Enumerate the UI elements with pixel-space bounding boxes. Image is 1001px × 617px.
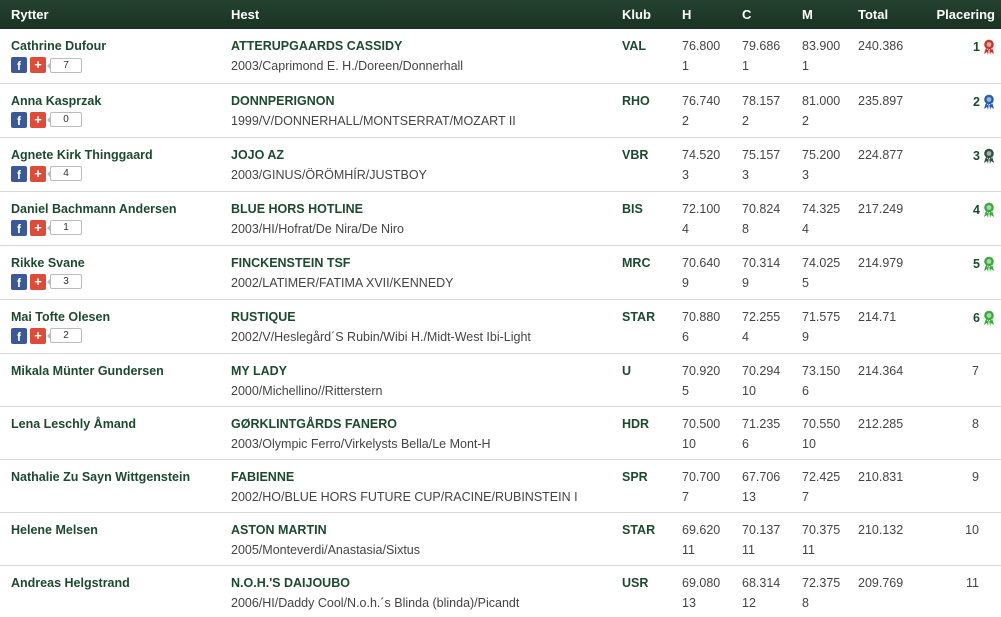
google-plus-icon[interactable]: +	[30, 112, 46, 128]
score-m	[798, 245, 858, 299]
total-score: 224.877	[858, 147, 904, 162]
horse-cell	[220, 83, 622, 137]
rider-name[interactable]: Anna Kasprzak	[11, 93, 102, 108]
score-c-rank: 10	[742, 383, 756, 398]
score-m-rank: 8	[802, 595, 809, 610]
share-count: 7	[50, 58, 82, 73]
placement-number: 1	[973, 40, 980, 54]
horse-name[interactable]: FINCKENSTEIN TSF	[231, 255, 351, 270]
club-code: STAR	[622, 309, 656, 324]
rider-name[interactable]: Cathrine Dufour	[11, 39, 107, 53]
placement-number: 3	[973, 148, 980, 163]
header-rider[interactable]: Rytter	[11, 7, 49, 22]
score-m-value: 74.325	[802, 201, 841, 216]
total-score: 214.979	[858, 255, 904, 270]
rider-name[interactable]: Rikke Svane	[11, 255, 85, 270]
score-m-value: 75.200	[802, 147, 841, 162]
score-m	[798, 299, 858, 353]
score-m	[798, 565, 858, 617]
horse-name[interactable]: DONNPERIGNON	[231, 93, 335, 108]
share-count: 3	[50, 274, 82, 289]
score-m-rank: 5	[802, 275, 809, 290]
placement-number: 5	[973, 256, 980, 271]
horse-cell	[220, 29, 622, 83]
google-plus-icon[interactable]: +	[30, 220, 46, 236]
score-h	[678, 512, 738, 565]
facebook-icon[interactable]: f	[11, 166, 27, 182]
ribbon-green-icon	[980, 310, 995, 326]
horse-cell	[220, 353, 622, 406]
score-c-rank: 1	[742, 59, 749, 73]
club-code: VAL	[622, 39, 647, 53]
placement-cell	[924, 29, 1001, 83]
google-plus-icon[interactable]: +	[30, 274, 46, 290]
score-c	[738, 29, 798, 83]
facebook-icon[interactable]: f	[11, 112, 27, 128]
placement-cell	[924, 245, 1001, 299]
horse-name[interactable]: ASTON MARTIN	[231, 522, 327, 537]
share-count: 0	[50, 112, 82, 127]
placement-number: 8	[972, 416, 979, 431]
score-m	[798, 191, 858, 245]
score-m-value: 73.150	[802, 363, 841, 378]
total-score: 212.285	[858, 416, 904, 431]
horse-pedigree: 2003/Caprimond E. H./Doreen/Donnerhall	[231, 59, 464, 73]
score-h-value: 70.700	[682, 469, 721, 484]
rider-cell	[0, 245, 220, 299]
rider-cell	[0, 459, 220, 512]
score-h	[678, 406, 738, 459]
table-row	[0, 353, 1001, 406]
horse-cell	[220, 512, 622, 565]
placement-cell	[924, 459, 1001, 512]
score-c	[738, 459, 798, 512]
score-m-value: 81.000	[802, 93, 841, 108]
rider-cell	[0, 137, 220, 191]
score-h	[678, 83, 738, 137]
score-m	[798, 406, 858, 459]
horse-pedigree: 2000/Michellino//Ritterstern	[231, 383, 383, 398]
score-m-rank: 11	[802, 542, 815, 557]
placement-number: 7	[972, 363, 979, 378]
rider-name[interactable]: Lena Leschly Åmand	[11, 416, 137, 431]
social-share	[11, 57, 220, 73]
score-c-rank: 8	[742, 221, 749, 236]
score-c	[738, 353, 798, 406]
placement	[973, 94, 995, 110]
placement	[966, 576, 995, 590]
score-c-rank: 9	[742, 275, 749, 290]
placement	[972, 470, 995, 484]
table-row	[0, 512, 1001, 565]
rider-cell	[0, 512, 220, 565]
rider-cell	[0, 299, 220, 353]
table-row	[0, 245, 1001, 299]
horse-cell	[220, 459, 622, 512]
horse-pedigree: 2002/LATIMER/FATIMA XVII/KENNEDY	[231, 275, 454, 290]
score-m	[798, 353, 858, 406]
club-code: SPR	[622, 469, 648, 484]
score-h-rank: 9	[682, 275, 689, 290]
club-code: STAR	[622, 522, 656, 537]
social-share	[11, 166, 220, 182]
table-row	[0, 565, 1001, 617]
score-h-rank: 4	[682, 221, 689, 236]
rider-cell	[0, 191, 220, 245]
horse-pedigree: 2003/HI/Hofrat/De Nira/De Niro	[231, 221, 404, 236]
horse-name[interactable]: N.O.H.'S DAIJOUBO	[231, 575, 350, 590]
score-h	[678, 137, 738, 191]
table-row	[0, 83, 1001, 137]
social-share	[11, 328, 220, 344]
placement	[965, 523, 995, 537]
club-code: HDR	[622, 416, 650, 431]
horse-name[interactable]: GØRKLINTGÅRDS FANERO	[231, 416, 397, 431]
rider-cell	[0, 83, 220, 137]
score-m-value: 72.375	[802, 575, 841, 590]
score-h-value: 74.520	[682, 147, 721, 162]
social-share	[11, 112, 220, 128]
score-c-value: 68.314	[742, 575, 781, 590]
placement-cell	[924, 512, 1001, 565]
placement-number: 9	[972, 469, 979, 484]
placement-cell	[924, 406, 1001, 459]
rider-name[interactable]: Agnete Kirk Thinggaard	[11, 147, 153, 162]
score-m	[798, 29, 858, 83]
score-c-value: 75.157	[742, 147, 781, 162]
score-h-value: 76.800	[682, 39, 721, 53]
score-m	[798, 83, 858, 137]
rider-cell	[0, 29, 220, 83]
score-c-rank: 12	[742, 595, 756, 610]
score-c-rank: 2	[742, 113, 749, 128]
total-score: 240.386	[858, 39, 904, 53]
score-c	[738, 191, 798, 245]
score-m-value: 71.575	[802, 309, 841, 324]
score-c	[738, 512, 798, 565]
placement	[973, 148, 995, 164]
table-row	[0, 29, 1001, 83]
facebook-icon[interactable]: f	[11, 57, 27, 73]
score-h-rank: 3	[682, 167, 689, 182]
score-h	[678, 353, 738, 406]
horse-name[interactable]: ATTERUPGAARDS CASSIDY	[231, 39, 403, 53]
placement	[973, 39, 995, 55]
score-c	[738, 565, 798, 617]
score-h	[678, 565, 738, 617]
score-h-value: 76.740	[682, 93, 721, 108]
placement-cell	[924, 299, 1001, 353]
horse-cell	[220, 406, 622, 459]
table-row	[0, 459, 1001, 512]
share-count: 2	[50, 328, 82, 343]
score-m-rank: 10	[802, 436, 816, 451]
ribbon-red-icon	[980, 39, 995, 55]
header-club[interactable]: Klub	[622, 7, 651, 22]
total-score: 214.364	[858, 363, 904, 378]
score-c-value: 78.157	[742, 93, 781, 108]
placement	[972, 417, 995, 431]
header-h[interactable]: H	[682, 7, 692, 22]
horse-cell	[220, 299, 622, 353]
rider-cell	[0, 565, 220, 617]
club-code: USR	[622, 575, 649, 590]
placement-cell	[924, 83, 1001, 137]
score-c-value: 79.686	[742, 39, 781, 53]
score-h	[678, 299, 738, 353]
table-row	[0, 299, 1001, 353]
header-placement[interactable]: Placering	[936, 7, 995, 22]
ribbon-blue-icon	[980, 94, 995, 110]
social-share	[11, 220, 220, 236]
horse-name[interactable]: BLUE HORS HOTLINE	[231, 201, 363, 216]
rider-cell	[0, 406, 220, 459]
header-m[interactable]: M	[802, 7, 813, 22]
club-code: RHO	[622, 93, 650, 108]
ribbon-green-icon	[980, 202, 995, 218]
horse-cell	[220, 565, 622, 617]
horse-name[interactable]: RUSTIQUE	[231, 309, 296, 324]
score-c-rank: 3	[742, 167, 749, 182]
placement-number: 2	[973, 94, 980, 109]
score-m-rank: 6	[802, 383, 809, 398]
horse-pedigree: 2005/Monteverdi/Anastasia/Sixtus	[231, 542, 420, 557]
share-count: 1	[50, 220, 82, 235]
score-h-rank: 5	[682, 383, 689, 398]
score-c-value: 67.706	[742, 469, 781, 484]
score-m-rank: 2	[802, 113, 809, 128]
score-h-rank: 10	[682, 436, 696, 451]
score-c	[738, 299, 798, 353]
score-m-value: 74.025	[802, 255, 841, 270]
table-row	[0, 406, 1001, 459]
score-m	[798, 459, 858, 512]
placement	[973, 310, 995, 326]
score-h	[678, 459, 738, 512]
score-h-value: 69.620	[682, 522, 721, 537]
horse-pedigree: 2003/Olympic Ferro/Virkelysts Bella/Le Mont-H	[231, 436, 491, 451]
rider-name[interactable]: Nathalie Zu Sayn Wittgenstein	[11, 469, 191, 484]
score-h-value: 70.880	[682, 309, 721, 324]
horse-cell	[220, 191, 622, 245]
google-plus-icon[interactable]: +	[30, 328, 46, 344]
placement-number: 10	[965, 522, 979, 537]
score-c-value: 70.294	[742, 363, 781, 378]
club-code: U	[622, 363, 632, 378]
club-code: BIS	[622, 201, 643, 216]
rider-name[interactable]: Andreas Helgstrand	[11, 575, 130, 590]
total-score: 209.769	[858, 575, 904, 590]
score-h-rank: 13	[682, 595, 696, 610]
score-c-rank: 13	[742, 489, 756, 504]
score-h-rank: 2	[682, 113, 689, 128]
facebook-icon[interactable]: f	[11, 328, 27, 344]
share-count: 4	[50, 166, 82, 181]
horse-pedigree: 2002/V/Heslegård´S Rubin/Wibi H./Midt-West Ibi-Light	[231, 329, 531, 344]
placement-cell	[924, 565, 1001, 617]
rider-name[interactable]: Mikala Münter Gundersen	[11, 363, 164, 378]
table-row	[0, 137, 1001, 191]
score-c	[738, 245, 798, 299]
ribbon-green-icon	[980, 256, 995, 272]
score-h-rank: 6	[682, 329, 689, 344]
horse-cell	[220, 245, 622, 299]
score-h	[678, 191, 738, 245]
results-body	[0, 29, 1001, 617]
score-c-value: 70.824	[742, 201, 781, 216]
facebook-icon[interactable]: f	[11, 220, 27, 236]
club-code: VBR	[622, 147, 649, 162]
header-row	[0, 0, 1001, 29]
horse-name[interactable]: JOJO AZ	[231, 147, 285, 162]
score-m	[798, 512, 858, 565]
google-plus-icon[interactable]: +	[30, 57, 46, 73]
score-c-rank: 6	[742, 436, 749, 451]
score-h	[678, 29, 738, 83]
total-score: 214.71	[858, 309, 897, 324]
score-h-rank: 11	[682, 542, 695, 557]
placement	[973, 256, 995, 272]
social-share	[11, 274, 220, 290]
score-h-rank: 1	[682, 59, 689, 73]
score-c	[738, 406, 798, 459]
score-m-value: 70.550	[802, 416, 841, 431]
table-row	[0, 191, 1001, 245]
horse-name[interactable]: MY LADY	[231, 363, 288, 378]
placement-cell	[924, 191, 1001, 245]
score-m-rank: 9	[802, 329, 809, 344]
header-c[interactable]: C	[742, 7, 752, 22]
total-score: 210.132	[858, 522, 904, 537]
facebook-icon[interactable]: f	[11, 274, 27, 290]
score-m-rank: 7	[802, 489, 809, 504]
score-c	[738, 137, 798, 191]
score-m-rank: 3	[802, 167, 809, 182]
horse-name[interactable]: FABIENNE	[231, 469, 295, 484]
score-h-value: 70.920	[682, 363, 721, 378]
total-score: 217.249	[858, 201, 904, 216]
total-score: 235.897	[858, 93, 904, 108]
horse-pedigree: 1999/V/DONNERHALL/MONTSERRAT/MOZART II	[231, 113, 516, 128]
score-m-value: 83.900	[802, 39, 841, 53]
placement-number: 4	[973, 202, 980, 217]
placement	[972, 364, 995, 378]
ribbon-dark-icon	[980, 148, 995, 164]
score-h-value: 69.080	[682, 575, 721, 590]
total-score: 210.831	[858, 469, 904, 484]
score-h-value: 72.100	[682, 201, 721, 216]
header-horse[interactable]: Hest	[231, 7, 260, 22]
header-total[interactable]: Total	[858, 7, 889, 22]
horse-pedigree: 2003/GINUS/ÖRÖMHÍR/JUSTBOY	[231, 167, 427, 182]
score-c	[738, 83, 798, 137]
placement	[973, 202, 995, 218]
score-h-value: 70.500	[682, 416, 721, 431]
score-c-value: 70.137	[742, 522, 781, 537]
placement-number: 6	[973, 310, 980, 325]
score-h-value: 70.640	[682, 255, 721, 270]
horse-cell	[220, 137, 622, 191]
horse-pedigree: 2002/HO/BLUE HORS FUTURE CUP/RACINE/RUBINSTEIN I	[231, 489, 578, 504]
score-c-rank: 11	[742, 542, 755, 557]
score-h-rank: 7	[682, 489, 689, 504]
rider-name[interactable]: Mai Tofte Olesen	[11, 309, 111, 324]
rider-name[interactable]: Daniel Bachmann Andersen	[11, 201, 177, 216]
score-m-value: 72.425	[802, 469, 841, 484]
score-m-rank: 4	[802, 221, 809, 236]
club-code: MRC	[622, 255, 651, 270]
score-m-value: 70.375	[802, 522, 841, 537]
rider-cell	[0, 353, 220, 406]
rider-name[interactable]: Helene Melsen	[11, 522, 98, 537]
score-m-rank: 1	[802, 59, 809, 73]
placement-cell	[924, 353, 1001, 406]
google-plus-icon[interactable]: +	[30, 166, 46, 182]
horse-pedigree: 2006/HI/Daddy Cool/N.o.h.´s Blinda (blinda)/Picandt	[231, 595, 520, 610]
score-c-rank: 4	[742, 329, 749, 344]
score-m	[798, 137, 858, 191]
score-c-value: 71.235	[742, 416, 781, 431]
score-c-value: 72.255	[742, 309, 781, 324]
score-h	[678, 245, 738, 299]
score-c-value: 70.314	[742, 255, 781, 270]
placement-number: 11	[966, 575, 979, 590]
placement-cell	[924, 137, 1001, 191]
